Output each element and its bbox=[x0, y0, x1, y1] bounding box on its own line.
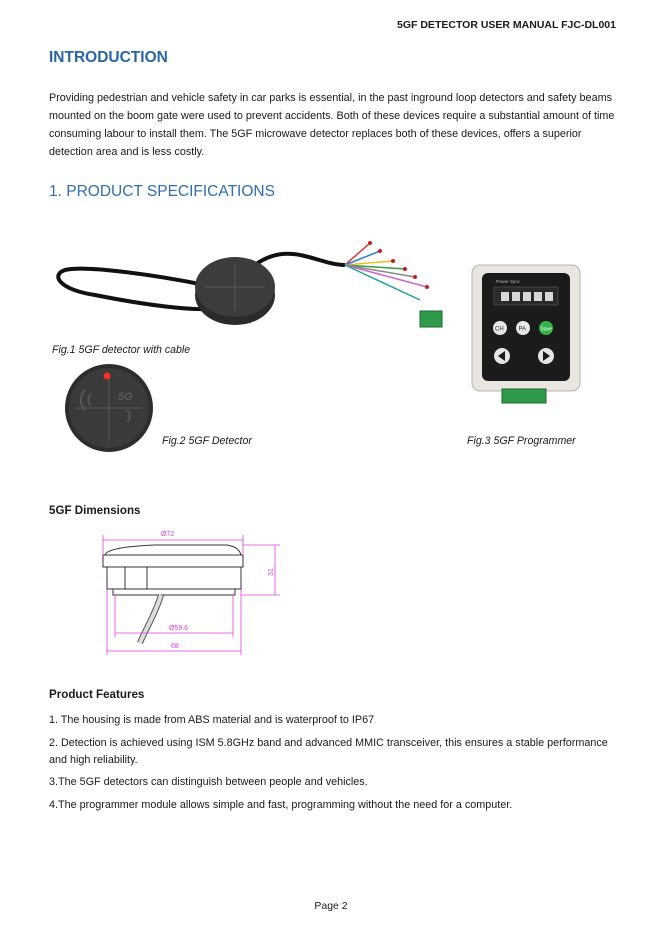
page-number: Page 2 bbox=[314, 900, 348, 912]
introduction-paragraph: Providing pedestrian and vehicle safety in car parks is essential, in the past inground loop detectors and safety beams mounted on the boom gate were used to prevent accidents. Both of these devices require a substantial amount of time consuming labour to install them. The 5GF microwave detector replaces both of these devices, offers a superior detection area and is less costly. bbox=[49, 92, 615, 158]
feature-item-1: 1. The housing is made from ABS material and is waterproof to IP67 bbox=[49, 714, 375, 726]
fig2-caption: Fig.2 5GF Detector bbox=[162, 435, 252, 447]
dimension-height: 31 bbox=[268, 568, 275, 576]
product-specifications-heading: 1. PRODUCT SPECIFICATIONS bbox=[49, 183, 275, 200]
detector-image bbox=[63, 362, 155, 454]
detector-led bbox=[104, 373, 111, 380]
svg-text:CH: CH bbox=[495, 326, 504, 333]
feature-item-2: 2. Detection is achieved using ISM 5.8GHz band and advanced MMIC transceiver, this ensures a stable performance and high reliability. bbox=[49, 737, 608, 766]
programmer-image bbox=[472, 265, 580, 405]
document-header-title: 5GF DETECTOR USER MANUAL FJC-DL001 bbox=[397, 19, 616, 31]
dimension-width-bottom: 68 bbox=[171, 643, 179, 650]
svg-text:Save: Save bbox=[540, 326, 552, 333]
fig1-caption: Fig.1 5GF detector with cable bbox=[52, 344, 191, 356]
dimension-diameter-top: Ø72 bbox=[161, 531, 175, 538]
detector-logo-text: 5G bbox=[118, 391, 133, 403]
terminal-block bbox=[420, 311, 442, 327]
svg-text:PA: PA bbox=[518, 326, 527, 333]
dimensions-heading: 5GF Dimensions bbox=[49, 504, 141, 517]
dimensions-drawing bbox=[95, 525, 295, 660]
feature-item-4: 4.The programmer module allows simple and fast, programming without the need for a computer. bbox=[49, 799, 513, 811]
feature-item-3: 3.The 5GF detectors can distinguish between people and vehicles. bbox=[49, 776, 368, 788]
programmer-connector bbox=[502, 389, 546, 403]
cable-wires bbox=[345, 241, 429, 300]
introduction-heading: INTRODUCTION bbox=[49, 49, 168, 66]
detector-with-cable-image bbox=[55, 225, 455, 340]
fig3-caption: Fig.3 5GF Programmer bbox=[467, 435, 576, 447]
programmer-top-label: Power Sync bbox=[496, 279, 521, 284]
product-features-heading: Product Features bbox=[49, 688, 145, 701]
dimension-diameter-inner: Ø59.6 bbox=[169, 625, 189, 632]
